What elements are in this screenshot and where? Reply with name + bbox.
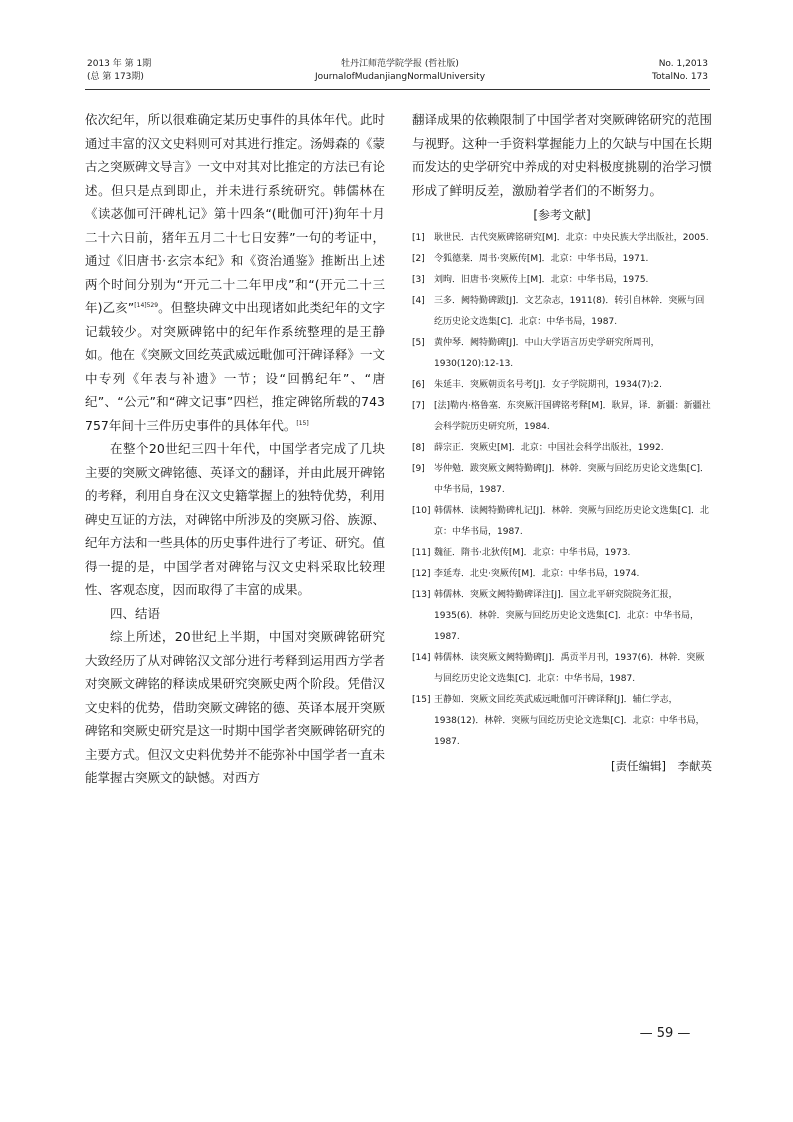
responsible-editor: [责任编辑] 李献英	[611, 759, 712, 773]
issue-year-number: 2013 年 第 1期	[87, 59, 152, 69]
reference-number: [2]	[412, 254, 425, 264]
reference-text: 韩儒林．读突厥文阙特勤碑[J]．禹贡半月刊，1937(6)．林幹．突厥与回纥历史论文选集[C]．北京：中华书局，1987.	[434, 653, 705, 684]
reference-text: 薛宗正．突厥史[M]．北京：中国社会科学出版社，1992.	[434, 443, 664, 453]
reference-item	[412, 501, 712, 543]
body-paragraph-continued: 翻译成果的依赖限制了中国学者对突厥碑铭研究的范围与视野。这种一手资料掌握能力上的欠缺与中国在长期而发达的史学研究中养成的对史料极度挑剔的治学习惯形成了鲜明反差，激励着学者们的不断努力。	[412, 112, 713, 198]
body-paragraph-2: 在整个20世纪三四十年代，中国学者完成了几块主要的突厥文碑铭德、英译文的翻译，并由此展开碑铭的考释，利用自身在汉文史籍掌握上的独特优势，利用碑史互证的方法，对碑铭中所涉及的突厥习俗、族源、纪年方法和一些具体的历史事件进行了考证、研究。值得一提的是，中国学者对碑铭与汉文史料采取比较理性、客观态度，因而取得了丰富的成果。	[85, 441, 386, 597]
issue-info-en	[652, 58, 708, 84]
reference-number: [11]	[412, 548, 431, 558]
right-column	[412, 108, 712, 777]
reference-item	[412, 459, 712, 501]
reference-item	[412, 396, 712, 438]
reference-number: [5]	[412, 338, 425, 348]
reference-item	[412, 438, 712, 459]
body-paragraph-1	[85, 108, 411, 437]
issue-info	[87, 58, 151, 84]
reference-text: 朱延丰．突厥朝贡名号考[J]．女子学院期刊，1934(7):2.	[434, 380, 662, 390]
citation-superscript: [14]529	[134, 301, 159, 309]
reference-number: [10]	[412, 506, 431, 516]
reference-text: 黄仲琴．阙特勤碑[J]．中山大学语言历史学研究所周刊，1930(120):12-13.	[434, 338, 660, 369]
issue-total-number: (总 第 173期)	[87, 72, 144, 82]
reference-text: 岑仲勉．跋突厥文阙特勤碑[J]．林幹．突厥与回纥历史论文选集[C]．中华书局，1987.	[434, 464, 709, 495]
reference-item	[412, 375, 712, 396]
citation-superscript: [15]	[296, 419, 309, 427]
reference-item	[412, 585, 712, 648]
reference-text: 王静如．突厥文回纥英武威远毗伽可汗碑译释[J]．辅仁学志，1938(12)．林幹．突厥与回纥历史论文选集[C]．北京：中华书局，1987.	[434, 695, 705, 747]
reference-text: [法]勒内·格鲁塞．东突厥汗国碑铭考释[M]．耿昇，译．新疆：新疆社会科学院历史研究所，1984.	[434, 401, 711, 432]
body-paragraph-3: 综上所述，20世纪上半期，中国对突厥碑铭研究大致经历了从对碑铭汉文部分进行考释到运用西方学者对突厥文碑铭的释读成果研究突厥史两个阶段。凭借汉文史料的优势，借助突厥文碑铭的德、英译本展开突厥碑铭和突厥史研究是这一时期中国学者突厥碑铭研究的主要方式。但汉文史料优势并不能弥补中国学者一直未能掌握古突厥文的缺憾。对西方	[85, 629, 386, 785]
reference-number: [12]	[412, 569, 431, 579]
journal-title	[270, 58, 530, 84]
references-title: [参考文献]	[533, 208, 591, 222]
reference-item	[412, 249, 712, 270]
reference-item	[412, 228, 712, 249]
page-header	[0, 58, 793, 88]
header-rule	[85, 89, 710, 90]
reference-number: [7]	[412, 401, 425, 411]
reference-item	[412, 690, 712, 753]
issue-no: No. 1,2013	[658, 59, 708, 69]
reference-text: 魏征．隋书·北狄传[M]．北京：中华书局，1973.	[434, 548, 631, 558]
reference-item	[412, 333, 712, 375]
reference-item	[412, 648, 712, 690]
reference-item	[412, 270, 712, 291]
section-heading: 四、结语	[110, 605, 161, 621]
reference-item	[412, 291, 712, 333]
reference-number: [3]	[412, 275, 425, 285]
reference-number: [9]	[412, 464, 425, 474]
reference-text: 耿世民．古代突厥碑铭研究[M]．北京：中央民族大学出版社，2005.	[434, 233, 709, 243]
reference-number: [6]	[412, 380, 425, 390]
reference-text: 三多．阙特勤碑跋[J]．文艺杂志，1911(8)．转引自林幹．突厥与回纥历史论文选集[C]．北京：中华书局，1987.	[434, 296, 705, 327]
reference-number: [14]	[412, 653, 431, 663]
reference-text: 令狐德棻．周书·突厥传[M]．北京：中华书局，1971.	[434, 254, 649, 264]
paragraph-text: 依次纪年，所以很难确定某历史事件的具体年代。此时通过丰富的汉文史料则可对其进行推定。汤姆森的《蒙古之突厥碑文导言》一文中对其对比推定的方法已有论述。但只是点到即止，并未进行系统研究。韩儒林在《读苾伽可汗碑札记》第十四条“(毗伽可汗)狗年十月二十六日前，猪年五月二十七日安葬”一句的考证中，通过《旧唐书·玄宗本纪》和《资治通鉴》推断出上述两个时间分别为“开元二十二年甲戌”和“(开元二十三年)乙亥”	[85, 112, 386, 315]
left-column	[85, 108, 411, 790]
reference-number: [1]	[412, 233, 425, 243]
reference-text: 刘昫．旧唐书·突厥传上[M]．北京：中华书局，1975.	[434, 275, 649, 285]
reference-number: [13]	[412, 590, 431, 600]
reference-text: 李延寿．北史·突厥传[M]．北京：中华书局，1974.	[434, 569, 640, 579]
journal-title-cn: 牡丹江师范学院学报 (哲社版)	[341, 59, 459, 69]
reference-item	[412, 564, 712, 585]
paragraph-text: 。但整块碑文中出现诸如此类纪年的文字记载较少。对突厥碑铭中的纪年作系统整理的是王静如。他在《突厥文回纥英武威远毗伽可汗碑译释》一文中专列《年表与补遗》一节；设“回鹘纪年”、“唐纪”、“公元”和“碑文记事”四栏，推定碑铭所载的743 757年间十三件历史事件的具体年代。	[85, 300, 411, 433]
reference-text: 韩儒林．读阙特勤碑札记[J]．林幹．突厥与回纥历史论文选集[C]．北京：中华书局，1987.	[434, 506, 709, 537]
page-number: — 59 —	[639, 1026, 691, 1041]
journal-title-en: JournalofMudanjiangNormalUniversity	[314, 72, 486, 82]
issue-total-no: TotalNo. 173	[652, 72, 708, 82]
reference-number: [8]	[412, 443, 425, 453]
reference-list	[412, 228, 712, 753]
reference-number: [4]	[412, 296, 425, 306]
reference-number: [15]	[412, 695, 431, 705]
reference-item	[412, 543, 712, 564]
reference-text: 韩儒林．突厥文阙特勤碑译注[J]．国立北平研究院院务汇报，1935(6)．林幹．突厥与回纥历史论文选集[C]．北京：中华书局，1987.	[434, 590, 699, 642]
